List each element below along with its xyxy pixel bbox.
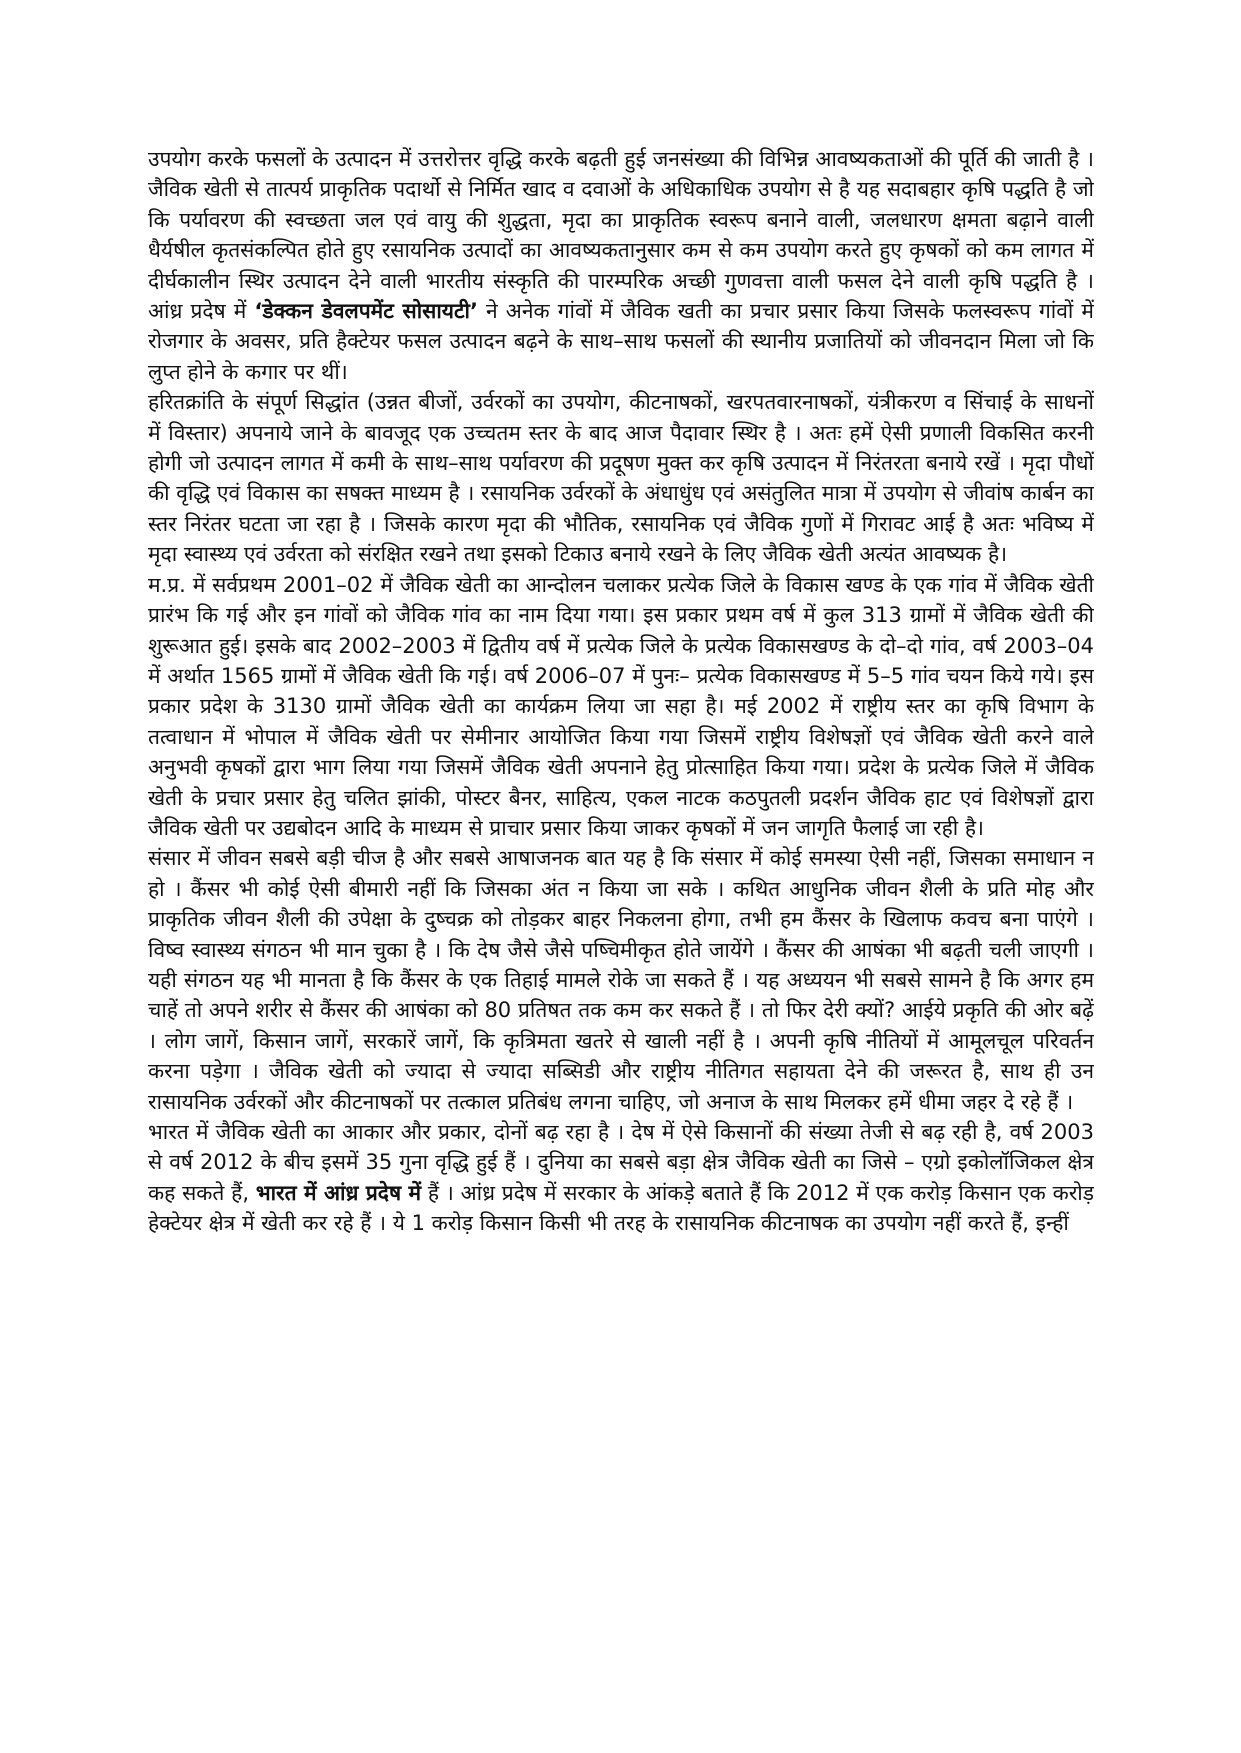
paragraph-green-revolution: [148, 387, 1094, 569]
paragraph-madhya-pradesh: [148, 570, 1094, 844]
paragraph-india-organic-growth: [148, 1117, 1094, 1239]
paragraph-text: ने अनेक गांवों में जैविक खती का प्रचार प्रसार किया जिसके फलस्वरूप गांवों में रोजगार के अवसर, प्रति हैक्टेयर फसल उत्पादन बढ़ने के साथ–साथ फसलों की स्थानीय प्रजातियों को जीवनदान मिला जो कि लुप्त होने के कगार पर थीं।: [148, 299, 1094, 384]
paragraph-text: हैं । आंध्र प्रदेष में सरकार के आंकड़े बताते हैं कि 2012 में एक करोड़ किसान एक करोड़ हेक्टेयर क्षेत्र में खेती कर रहे हैं । ये 1 करोड़ किसान किसी भी तरह के रासायनिक कीटनाषक का उपयोग नहीं करते हैं, इन्हीं: [148, 1180, 1094, 1236]
document-page: [148, 144, 1094, 1664]
paragraph-text: म.प्र. में सर्वप्रथम 2001–02 में जैविक खेती का आन्दोलन चलाकर प्रत्येक जिले के विकास खण्ड के एक गांव में जैविक खेती प्रारंभ कि गई और इन गांवों को जैविक गांव का नाम दिया गया। इस प्रकार प्रथम वर्ष में कुल 313 ग्रामों में जैविक खेती की शुरूआत हुई। इसके बाद 2002–2003 में द्वितीय वर्ष में प्रत्येक जिले के प्रत्येक विकासखण्ड के दो–दो गांव, वर्ष 2003–04 में अर्थात 1565 ग्रामों में जैविक खेती कि गई। वर्ष 2006–07 में पुनः– प्रत्येक विकासखण्ड में 5–5 गांव चयन किये गये। इस प्रकार प्रदेश के 3130 ग्रामों जैविक खेती का कार्यक्रम लिया जा सहा है। मई 2002 में राष्ट्रीय स्तर का कृषि विभाग के तत्वाधान में भोपाल में जैविक खेती पर सेमीनार आयोजित किया गया जिसमें राष्ट्रीय विशेषज्ञों एवं जैविक खेती करने वाले अनुभवी कृषकों द्वारा भाग लिया गया जिसमें जैविक खेती अपनाने हेतु प्रोत्साहित किया गया। प्रदेश के प्रत्येक जिले में जैविक खेती के प्रचार प्रसार हेतु चलित झांकी, पोस्टर बैनर, साहित्य, एकल नाटक कठपुतली प्रदर्शन जैविक हाट एवं विशेषज्ञों द्वारा जैविक खेती पर उद्यबोदन आदि के माध्यम से प्राचार प्रसार किया जाकर कृषकों में जन जागृति फैलाई जा रही है।: [148, 572, 1094, 840]
paragraph-text: हरितक्रांति के संपूर्ण सिद्धांत (उन्नत बीजों, उर्वरकों का उपयोग, कीटनाषकों, खरपतवारनाषकों, यंत्रीकरण व सिंचाई के साधनों में विस्तार) अपनाये जाने के बावजूद एक उच्चतम स्तर के बाद आज पैदावार स्थिर है । अतः हमें ऐसी प्रणाली विकसित करनी होगी जो उत्पादन लागत में कमी के साथ–साथ पर्यावरण की प्रदूषण मुक्त कर कृषि उत्पादन में निरंतरता बनाये रखें । मृदा पौधों की वृद्धि एवं विकास का सषक्त माध्यम है । रसायनिक उर्वरकों के अंधाधुंध एवं असंतुलित मात्रा में उपयोग से जीवांष कार्बन का स्तर निरंतर घटता जा रहा है । जिसके कारण मृदा की भौतिक, रसायनिक एवं जैविक गुणों में गिरावट आई है अतः भविष्य में मृदा स्वास्थ्य एवं उर्वरता को संरक्षित रखने तथा इसको टिकाउ बनाये रखने के लिए जैविक खेती अत्यंत आवष्यक है।: [148, 390, 1094, 567]
paragraph-text: भारत में जैविक खेती का आकार और प्रकार, दोनों बढ़ रहा है । देष में ऐसे किसानों की संख्या तेजी से बढ़ रही है, वर्ष 2003 से वर्ष 2012 के बीच इसमें 35 गुना वृद्धि हुई हैं । दुनिया का सबसे बड़ा क्षेत्र जैविक खेती का जिसे – एग्रो इकोलॉजिकल क्षेत्र कह सकते हैं,: [148, 1120, 1094, 1205]
organisation-name-bold: ‘डेक्कन डेवलपमेंट सोसायटी’: [254, 299, 478, 324]
paragraph-organic-farming-intro: [148, 144, 1094, 387]
location-bold: भारत में आंध्र प्रदेष में: [255, 1180, 422, 1205]
paragraph-text: संसार में जीवन सबसे बड़ी चीज है और सबसे आषाजनक बात यह है कि संसार में कोई समस्या ऐसी नहीं, जिसका समाधान न हो । कैंसर भी कोई ऐसी बीमारी नहीं कि जिसका अंत न किया जा सके । कथित आधुनिक जीवन शैली के प्रति मोह और प्राकृतिक जीवन शैली की उपेक्षा के दुष्चक्र को तोड़कर बाहर निकलना होगा, तभी हम कैंसर के खिलाफ कवच बना पाएंगे । विष्व स्वास्थ्य संगठन भी मान चुका है । कि देष जैसे जैसे पष्चिमीकृत होते जायेंगे । कैंसर की आषंका भी बढ़ती चली जाएगी । यही संगठन यह भी मानता है कि कैंसर के एक तिहाई मामले रोके जा सकते हैं । यह अध्ययन भी सबसे सामने है कि अगर हम चाहें तो अपने शरीर से कैंसर की आषंका को 80 प्रतिषत तक कम कर सकते हैं । तो फिर देरी क्यों? आईये प्रकृति की ओर बढ़ें । लोग जागें, किसान जागें, सरकारें जागें, कि कृत्रिमता खतरे से खाली नहीं है । अपनी कृषि नीतियों में आमूलचूल परिवर्तन करना पड़ेगा । जैविक खेती को ज्यादा से ज्यादा सब्सिडी और राष्ट्रीय नीतिगत सहायता देने की जरूरत है, साथ ही उन रासायनिक उर्वरकों और कीटनाषकों पर तत्काल प्रतिबंध लगना चाहिए, जो अनाज के साथ मिलकर हमें धीमा जहर दे रहे हैं ।: [148, 846, 1094, 1114]
paragraph-cancer-health: [148, 843, 1094, 1117]
paragraph-text: उपयोग करके फसलों के उत्पादन में उत्तरोत्तर वृद्धि करके बढ़ती हुई जनसंख्या की विभिन्न आवष्यकताओं की पूर्ति की जाती है । जैविक खेती से तात्पर्य प्राकृतिक पदार्थो से निर्मित खाद व दवाओं के अधिकाधिक उपयोग से है यह सदाबहार कृषि पद्धति है जो कि पर्यावरण की स्वच्छता जल एवं वायु की शुद्धता, मृदा का प्राकृतिक स्वरूप बनाने वाली, जलधारण क्षमता बढ़ाने वाली धैर्यषील कृतसंकल्पित होते हुए रसायनिक उत्पादों का आवष्यकतानुसार कम से कम उपयोग करते हुए कृषकों को कम लागत में दीर्घकालीन स्थिर उत्पादन देने वाली भारतीय संस्कृति की पारम्परिक अच्छी गुणवत्ता वाली फसल देने वाली कृषि पद्धति है । आंध्र प्रदेष में: [148, 147, 1094, 324]
